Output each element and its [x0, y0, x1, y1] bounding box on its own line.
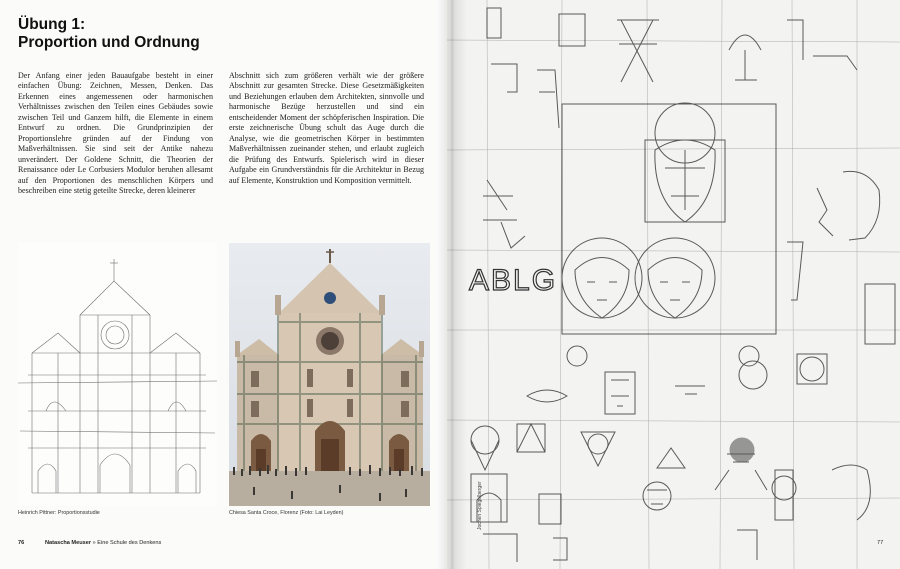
santa-croce-photo: [229, 243, 430, 506]
artist-signature: Jochen Spiegelberger: [477, 481, 483, 530]
running-separator: »: [92, 540, 96, 546]
body-text-column-1: Der Anfang einer jeden Bauaufgabe besteht in einer einfachen Übung: Zeichnen, Messen, Denken. Das Erkennen eines angemessenen oder harmonischen Verhältnisses zwischen den Teilen eines Gebäudes sowie zwischen Teil und Ganzem hilft, die Elemente in einem Entwurf zu ordnen. Die Grundprinzipien der Proportionslehre gründen auf der Findung von Maßverhältnissen. Sie sind seit der Antike nahezu unverändert. Der Goldene Schnitt, die Theorien der Renaissance oder Le Corbusiers Modulor beruhen allesamt auf den Proportionen des menschlichen Körpers und beschreiben eine stetig geteilte Strecke, deren kleinerer: [18, 71, 213, 195]
running-footer: [45, 540, 161, 547]
figure-caption-2: Chiesa Santa Croce, Florenz (Foto: Lai Leyden): [229, 510, 344, 516]
facade-sketch-drawing: [18, 243, 217, 506]
body-text-column-2: Abschnitt sich zum größeren verhält wie der größere Abschnitt zur gesamten Strecke. Diese Gesetzmäßigkeiten und Beziehungen erlauben dem Architekten, sinnvolle und harmonische Bezüge herzustellen und sind ein entscheidender Moment der schöpferischen Inspiration. Die erste zeichnerische Übung schult das Auge durch die Analyse, wie die geometrischen Körper in bestimmten Maßverhältnissen zueinander stehen, und erlaubt zugleich die Prüfung des Entwurfs. Spielerisch wird in dieser Aufgabe ein Grundverständnis für die Architektur in Bezug auf Elemente, Konstruktion und Komposition vermittelt.: [229, 71, 424, 185]
proportion-study-sketch: [18, 243, 217, 506]
running-title: Eine Schule des Denkens: [97, 540, 162, 546]
page-number-left: 76: [18, 540, 25, 546]
chapter-title-line2: Proportion und Ordnung: [18, 34, 200, 51]
right-page: [447, 0, 900, 569]
running-author: Natascha Meuser: [45, 540, 92, 546]
chapter-title: [18, 16, 200, 52]
page-number-right: 77: [877, 540, 884, 546]
figure-caption-1: Heinrich Pittner: Proportionsstudie: [18, 510, 100, 516]
sketch-letters: ABLG: [469, 264, 558, 297]
left-page: [0, 0, 447, 569]
proportion-sketches: [447, 0, 900, 569]
chapter-title-line1: Übung 1:: [18, 16, 86, 33]
church-facade-illustration: [229, 243, 430, 506]
